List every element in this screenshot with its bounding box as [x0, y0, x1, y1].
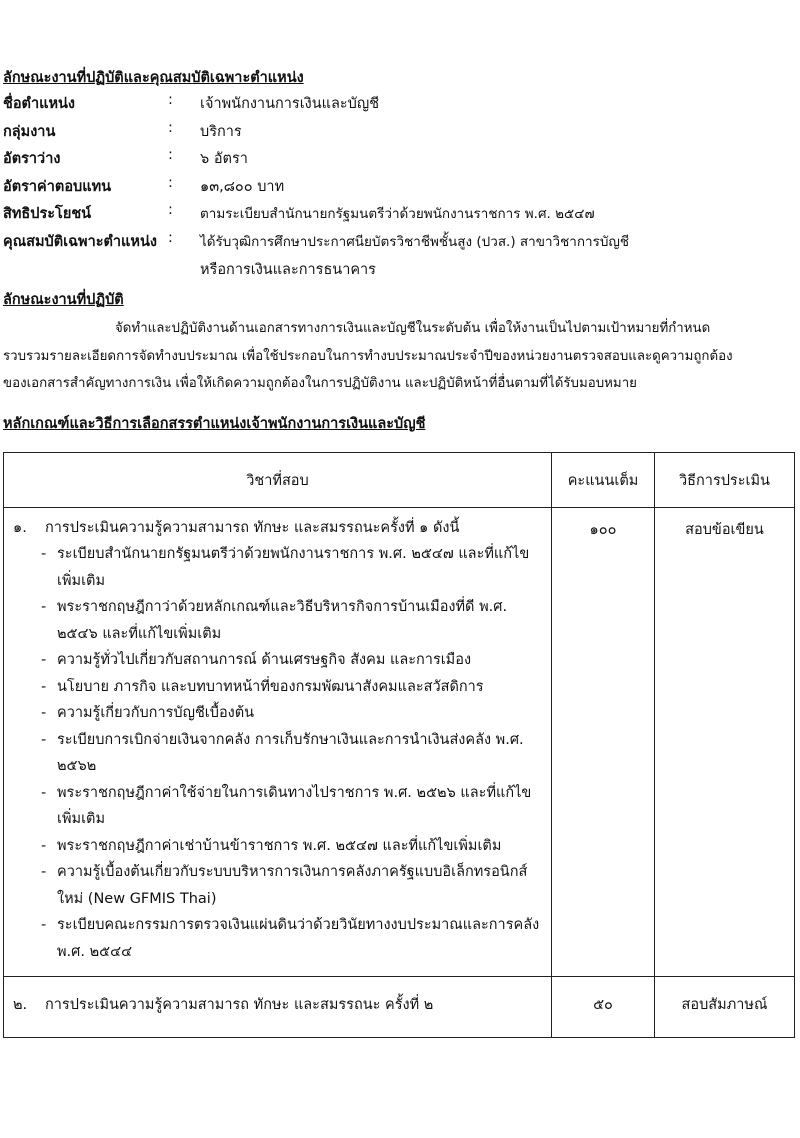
column-header-score: คะแนนเต็ม — [552, 453, 655, 508]
info-label: สิทธิประโยชน์ — [3, 206, 92, 222]
info-label: กลุ่มงาน — [3, 124, 56, 140]
table-row — [4, 977, 795, 1038]
list-item: - ระเบียบการเบิกจ่ายเงินจากคลัง การเก็บรักษาเงินและการนำเงินส่งคลัง พ.ศ. ๒๕๖๒ — [41, 731, 524, 774]
subject-cell — [4, 977, 552, 1038]
info-value: ๑๓,๘๐๐ บาท — [200, 179, 285, 195]
score-cell — [552, 508, 655, 977]
table-header-row — [4, 453, 795, 508]
row-number: ๒. — [13, 997, 28, 1013]
info-label: ชื่อตำแหน่ง — [3, 96, 76, 112]
duties-line-3: ของเอกสารสำคัญทางการเงิน เพื่อให้เกิดความถูกต้องในการปฏิบัติงาน และปฏิบัติหน้าที่อื่นตามที่ได้รับมอบหมาย — [3, 376, 637, 391]
table-row — [4, 508, 795, 977]
info-row-benefits — [3, 202, 793, 228]
score-value: ๕๐ — [593, 997, 613, 1013]
list-item: - พระราชกฤษฎีกาค่าใช้จ่ายในการเดินทางไปราชการ พ.ศ. ๒๕๒๖ และที่แก้ไขเพิ่มเติม — [41, 784, 532, 827]
score-value: ๑๐๐ — [589, 522, 617, 538]
info-colon: : — [168, 92, 173, 108]
method-cell — [655, 977, 795, 1038]
list-item-text: ความรู้ทั่วไปเกี่ยวกับสถานการณ์ ด้านเศรษฐกิจ สังคม และการเมือง — [57, 652, 472, 668]
list-item: - ระเบียบคณะกรรมการตรวจเงินแผ่นดินว่าด้วยวินัยทางงบประมาณและการคลัง พ.ศ. ๒๕๔๔ — [41, 917, 540, 960]
list-item: - พระราชกฤษฎีกาว่าด้วยหลักเกณฑ์และวิธีบริหารกิจการบ้านเมืองที่ดี พ.ศ. ๒๕๔๖ และที่แก้ไขเพิ่มเติม — [41, 599, 508, 642]
info-colon: : — [168, 175, 173, 191]
info-row-position — [3, 92, 793, 118]
info-value: ตามระเบียบสำนักนายกรัฐมนตรีว่าด้วยพนักงานราชการ พ.ศ. ๒๕๔๗ — [200, 206, 595, 222]
row-number: ๑. — [13, 520, 27, 536]
info-row-group — [3, 120, 793, 146]
info-colon: : — [168, 120, 173, 136]
list-item: - ความรู้เกี่ยวกับการบัญชีเบื้องต้น — [41, 705, 255, 721]
info-colon: : — [168, 147, 173, 163]
duties-heading: ลักษณะงานที่ปฏิบัติ — [3, 292, 124, 308]
info-colon: : — [168, 230, 173, 246]
criteria-table — [3, 452, 795, 1038]
score-cell — [552, 977, 655, 1038]
list-item-text: นโยบาย ภารกิจ และบทบาทหน้าที่ของกรมพัฒนาสังคมและสวัสดิการ — [57, 678, 484, 695]
method-cell — [655, 508, 795, 977]
info-value: บริการ — [200, 124, 242, 140]
list-item-text: ระเบียบสำนักนายกรัฐมนตรีว่าด้วยพนักงานราชการ พ.ศ. ๒๕๔๗ และที่แก้ไขเพิ่มเติม — [57, 546, 530, 589]
topic-list — [5, 541, 550, 975]
method-value: สอบข้อเขียน — [685, 522, 764, 538]
info-value: ๖ อัตรา — [200, 151, 248, 167]
list-item-text: พระราชกฤษฎีกาว่าด้วยหลักเกณฑ์และวิธีบริหารกิจการบ้านเมืองที่ดี พ.ศ. ๒๕๔๖ และที่แก้ไขเพิ่มเติม — [57, 599, 508, 642]
info-label: คุณสมบัติเฉพาะตำแหน่ง — [3, 234, 157, 250]
info-row-vacancies — [3, 147, 793, 173]
section-title: ลักษณะงานที่ปฏิบัติและคุณสมบัติเฉพาะตำแหน่ง — [3, 70, 304, 86]
info-value: เจ้าพนักงานการเงินและบัญชี — [200, 96, 380, 112]
criteria-heading: หลักเกณฑ์และวิธีการเลือกสรรตำแหน่งเจ้าพนักงานการเงินและบัญชี — [3, 416, 426, 432]
info-row-qualification — [3, 230, 793, 256]
list-item-text: พระราชกฤษฎีกาค่าเช่าบ้านข้าราชการ พ.ศ. ๒๕๔๗ และที่แก้ไขเพิ่มเติม — [57, 837, 502, 854]
info-value: ได้รับวุฒิการศึกษาประกาศนียบัตรวิชาชีพชั้นสูง (ปวส.) สาขาวิชาการบัญชี — [200, 234, 630, 250]
subject-cell — [4, 508, 552, 977]
info-label: อัตราค่าตอบแทน — [3, 179, 112, 195]
list-item-text: ระเบียบคณะกรรมการตรวจเงินแผ่นดินว่าด้วยวินัยทางงบประมาณและการคลัง พ.ศ. ๒๕๔๔ — [57, 917, 540, 960]
method-value: สอบสัมภาษณ์ — [681, 997, 768, 1013]
list-item-text: ความรู้เกี่ยวกับการบัญชีเบื้องต้น — [57, 705, 255, 721]
list-item-text: ระเบียบการเบิกจ่ายเงินจากคลัง การเก็บรักษาเงินและการนำเงินส่งคลัง พ.ศ. ๒๕๖๒ — [57, 731, 524, 774]
list-item: - นโยบาย ภารกิจ และบทบาทหน้าที่ของกรมพัฒนาสังคมและสวัสดิการ — [41, 678, 484, 695]
row-title — [5, 509, 550, 541]
list-item: - พระราชกฤษฎีกาค่าเช่าบ้านข้าราชการ พ.ศ. ๒๕๔๗ และที่แก้ไขเพิ่มเติม — [41, 837, 502, 854]
qualification-continued: หรือการเงินและการธนาคาร — [200, 262, 376, 278]
row-title-text: การประเมินความรู้ความสามารถ ทักษะ และสมรรถนะ ครั้งที่ ๒ — [45, 997, 434, 1013]
column-header-subject: วิชาที่สอบ — [4, 453, 552, 508]
column-header-method: วิธีการประเมิน — [655, 453, 795, 508]
info-label: อัตราว่าง — [3, 151, 61, 167]
list-item: - ระเบียบสำนักนายกรัฐมนตรีว่าด้วยพนักงานราชการ พ.ศ. ๒๕๔๗ และที่แก้ไขเพิ่มเติม — [41, 546, 530, 589]
duties-line-2: รวบรวมรายละเอียดการจัดทำงบประมาณ เพื่อใช้ประกอบในการทำงบประมาณประจำปีของหน่วยงานตรวจสอบและดูความถูกต้อง — [3, 349, 733, 364]
list-item-text: พระราชกฤษฎีกาค่าใช้จ่ายในการเดินทางไปราชการ พ.ศ. ๒๕๒๖ และที่แก้ไขเพิ่มเติม — [57, 784, 532, 827]
row-title-text: การประเมินความรู้ความสามารถ ทักษะ และสมรรถนะครั้งที่ ๑ ดังนี้ — [45, 520, 460, 536]
list-item: - ความรู้เบื้องต้นเกี่ยวกับระบบบริหารการเงินการคลังภาครัฐแบบอิเล็กทรอนิกส์ใหม่ (New GFMIS Thai) — [41, 864, 528, 907]
row-title — [5, 978, 550, 1018]
info-row-salary — [3, 175, 793, 201]
info-colon: : — [168, 202, 173, 218]
list-item: - ความรู้ทั่วไปเกี่ยวกับสถานการณ์ ด้านเศรษฐกิจ สังคม และการเมือง — [41, 652, 472, 668]
duties-line-1: จัดทำและปฏิบัติงานด้านเอกสารทางการเงินและบัญชีในระดับต้น เพื่อให้งานเป็นไปตามเป้าหมายที่กำหนด — [115, 321, 711, 336]
list-item-text: ความรู้เบื้องต้นเกี่ยวกับระบบบริหารการเงินการคลังภาครัฐแบบอิเล็กทรอนิกส์ใหม่ (New GFMIS Thai) — [57, 864, 528, 907]
